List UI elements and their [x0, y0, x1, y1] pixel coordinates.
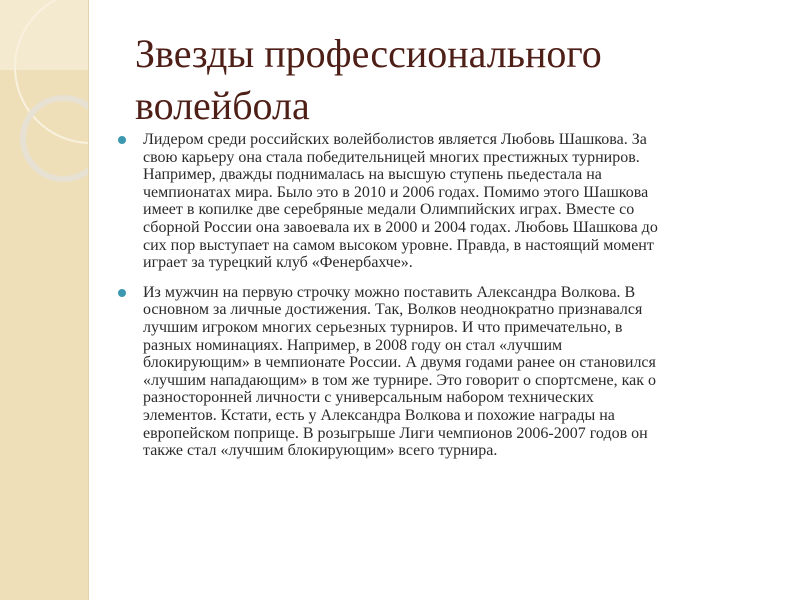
text-line: основном за личные достижения. Так, Волков неоднократно признавался [143, 301, 643, 319]
text-line: «лучшим нападающим» в том же турнире. Это говорит о спортсмене, как о [143, 371, 657, 389]
text-line: блокирующим» в чемпионате России. А двумя годами ранее он становился [143, 354, 656, 372]
text-line: разносторонней личности с универсальным набором технических [143, 389, 594, 407]
text-line: Лидером среди российских волейболистов является Любовь Шашкова. За [143, 131, 647, 148]
text-line: имеет в копилке две серебряные медали Олимпийских играх. Вместе со [143, 201, 635, 219]
text-line: Из мужчин на первую строчку можно поставить Александра Волкова. В [143, 283, 636, 301]
text-line: сих пор выступает на самом высоком уровне. Правда, в настоящий момент [143, 236, 654, 254]
text-line: играет за турецкий клуб «Фенербахче». [143, 254, 413, 272]
text-line: также стал «лучшим блокирующим» всего турнира. [143, 442, 498, 460]
text-line: элементов. Кстати, есть у Александра Волкова и похожие награды на [143, 406, 615, 424]
text-line: чемпионатах мира. Было это в 2010 и 2006 годах. Помимо этого Шашкова [143, 183, 649, 201]
text-line: свою карьеру она стала победительницей многих престижных турниров. [143, 148, 640, 166]
bullet-icon [118, 136, 126, 144]
text-line: сборной России она завоевала их в 2000 и 2004 годах. Любовь Шашкова до [143, 218, 658, 236]
bullet-icon [118, 289, 126, 297]
decorative-sidebar [0, 0, 89, 600]
title-line: Звезды профессионального [135, 31, 602, 76]
title-line: волейбола [135, 83, 310, 128]
text-line: Например, дважды поднималась на высшую ступень пьедестала на [143, 166, 602, 184]
text-line: разных номинациях. Например, в 2008 году он стал «лучшим [143, 336, 563, 354]
slide-body [118, 131, 788, 472]
text-line: лучшим игроком многих серьезных турниров. И что примечательно, в [143, 318, 623, 336]
slide-title [135, 28, 602, 132]
bullet-paragraph-shashkova [118, 131, 788, 272]
bullet-paragraph-volkov [118, 284, 788, 460]
text-line: европейском поприще. В розыгрыше Лиги чемпионов 2006-2007 годов он [143, 424, 648, 442]
